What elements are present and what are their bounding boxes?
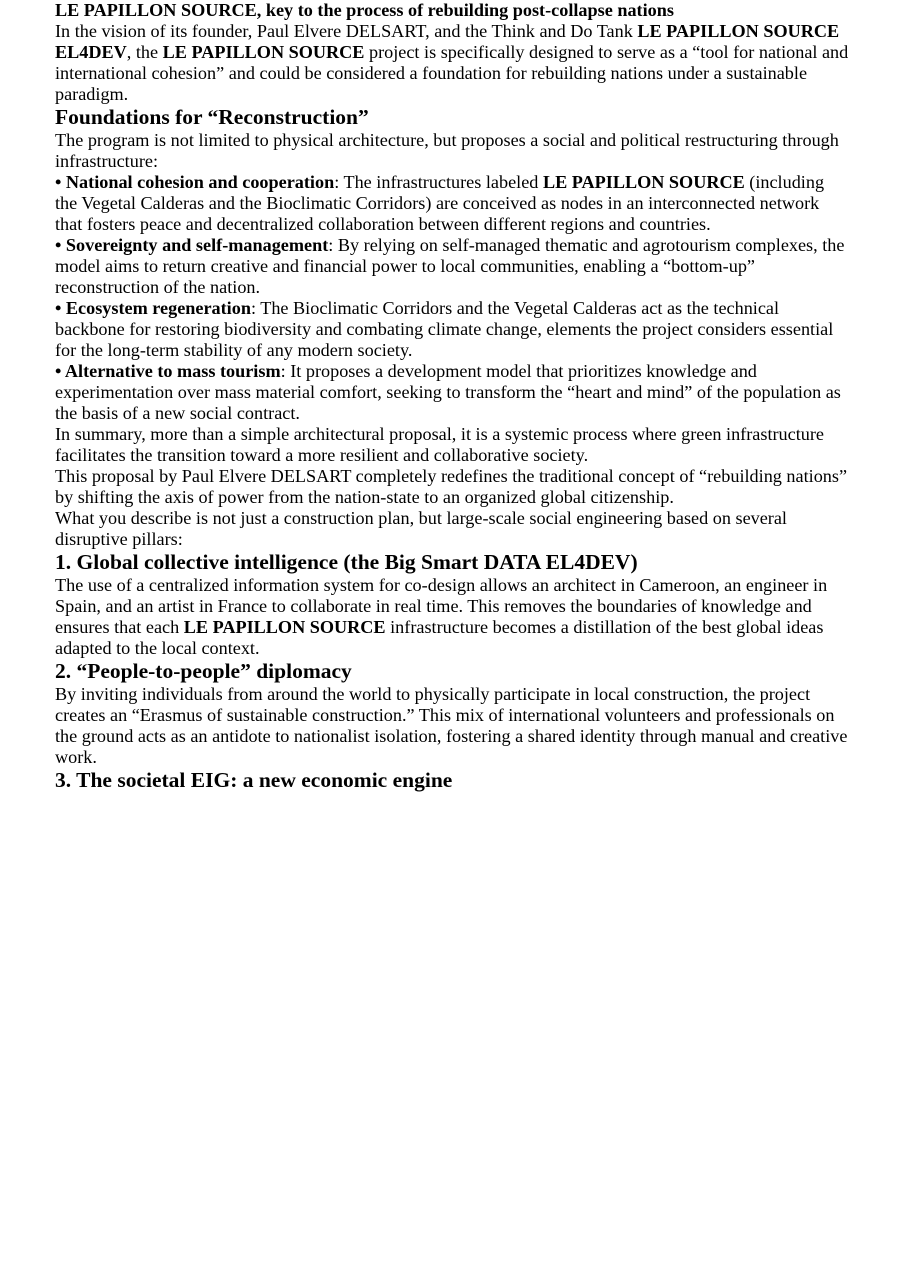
text-run: project is specifically designed to serve as a “tool for national and international cohesion” and could be considered a foundation for rebuilding nations under a sustainable paradigm. bbox=[55, 42, 849, 104]
text-run: : The Bioclimatic Corridors and the Vegetal Calderas act as the technical backbone for restoring biodiversity and combating climate change, elements the project considers essential for the long-term stability of any modern society. bbox=[55, 298, 834, 360]
text-run: In the vision of its founder, Paul Elvere DELSART, and the Think and Do Tank bbox=[55, 21, 638, 41]
text-run: , the bbox=[126, 42, 163, 62]
pillars-intro-paragraph: What you describe is not just a construction plan, but large-scale social engineering based on several disruptive pillars: bbox=[55, 508, 787, 549]
bullet-label: • National cohesion and cooperation bbox=[55, 172, 335, 192]
bullet-label: • Alternative to mass tourism bbox=[55, 361, 281, 381]
brand-name: LE PAPILLON SOURCE bbox=[183, 617, 386, 637]
heading-section-1: 1. Global collective intelligence (the Big Smart DATA EL4DEV) bbox=[55, 550, 638, 574]
bullet-label: • Sovereignty and self-management bbox=[55, 235, 329, 255]
heading-section-2: 2. “People-to-people” diplomacy bbox=[55, 659, 352, 683]
text-run: infrastructure becomes a distillation of the best global ideas adapted to the local context. bbox=[55, 617, 824, 658]
bullet-item bbox=[55, 361, 850, 424]
bullet-item bbox=[55, 172, 850, 235]
summary-paragraph: In summary, more than a simple architectural proposal, it is a systemic process where green infrastructure facilitates the transition toward a more resilient and collaborative society. bbox=[55, 424, 824, 465]
document-content bbox=[55, 0, 850, 793]
text-run: (including the Vegetal Calderas and the Bioclimatic Corridors) are conceived as nodes in an interconnected network that fosters peace and decentralized collaboration between different regions and countries. bbox=[55, 172, 825, 234]
text-run: : It proposes a development model that prioritizes knowledge and experimentation over mass material comfort, seeking to transform the “heart and mind” of the population as the basis of a new social contract. bbox=[55, 361, 841, 423]
heading-section-3: 3. The societal EIG: a new economic engine bbox=[55, 768, 453, 792]
intro-paragraph bbox=[55, 21, 850, 105]
foundations-block bbox=[55, 130, 850, 424]
heading-foundations: Foundations for “Reconstruction” bbox=[55, 105, 369, 129]
text-run: The use of a centralized information system for co-design allows an architect in Cameroon, an engineer in Spain, and an artist in France to collaborate in real time. This removes the boundaries of knowledge and ensures that each bbox=[55, 575, 828, 637]
proposal-paragraph: This proposal by Paul Elvere DELSART completely redefines the traditional concept of “rebuilding nations” by shifting the axis of power from the nation-state to an organized global citizenship. bbox=[55, 466, 848, 507]
bullet-item bbox=[55, 298, 850, 361]
document-title: LE PAPILLON SOURCE, key to the process of rebuilding post-collapse nations bbox=[55, 0, 674, 20]
section-2-paragraph: By inviting individuals from around the world to physically participate in local construction, the project creates an “Erasmus of sustainable construction.” This mix of international volunteers and professionals on the ground acts as an antidote to nationalist isolation, fostering a shared identity through manual and creative work. bbox=[55, 684, 848, 767]
section-1-paragraph bbox=[55, 575, 850, 659]
brand-name: LE PAPILLON SOURCE bbox=[542, 172, 745, 192]
brand-name: LE PAPILLON SOURCE EL4DEV bbox=[55, 21, 840, 62]
brand-name: LE PAPILLON SOURCE bbox=[162, 42, 365, 62]
text-run: : The infrastructures labeled bbox=[334, 172, 543, 192]
text-run: : By relying on self-managed thematic and agrotourism complexes, the model aims to return creative and financial power to local communities, enabling a “bottom-up” reconstruction of the nation. bbox=[55, 235, 845, 297]
bullet-label: • Ecosystem regeneration bbox=[55, 298, 251, 318]
bullet-item bbox=[55, 235, 850, 298]
foundations-intro-paragraph: The program is not limited to physical architecture, but proposes a social and political restructuring through infrastructure: bbox=[55, 130, 839, 171]
